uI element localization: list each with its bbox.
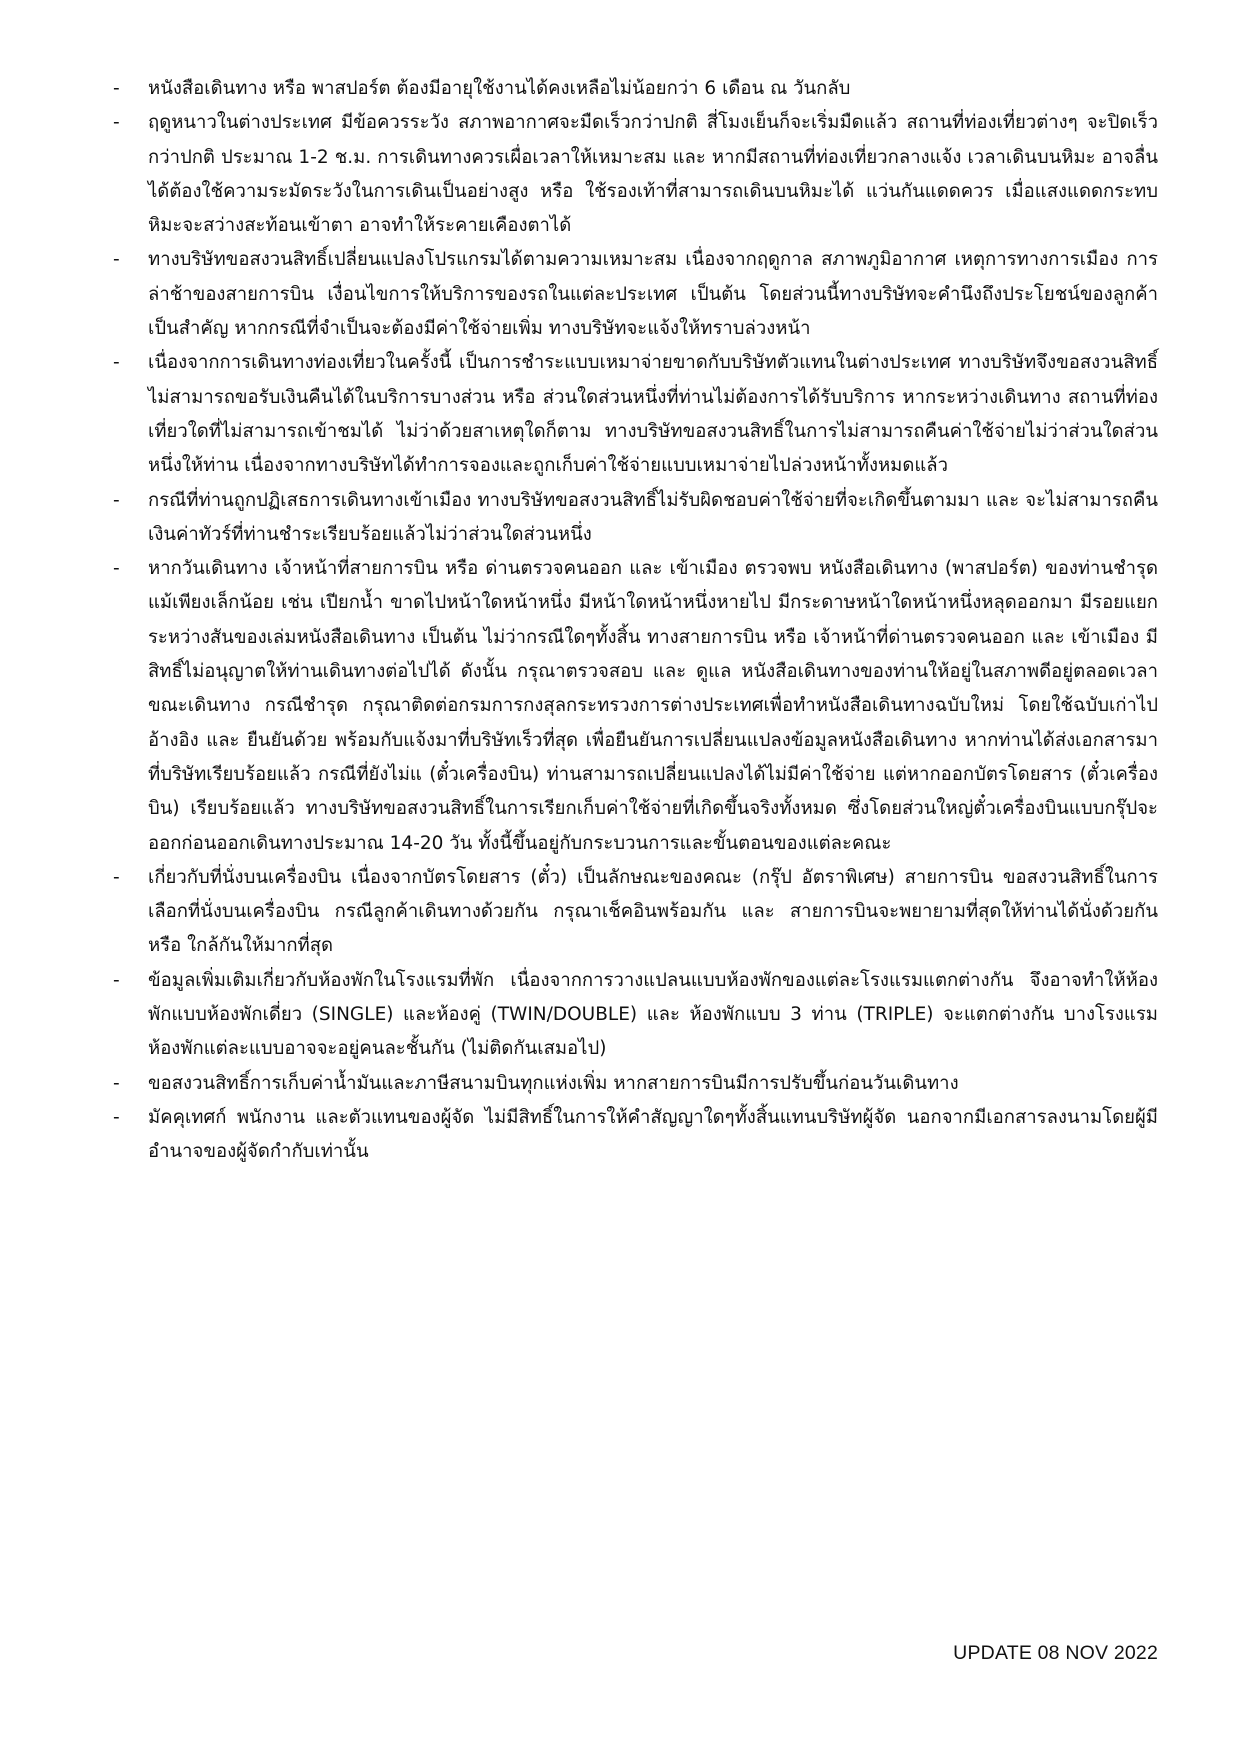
item-text: ทางบริษัทขอสงวนสิทธิ์เปลี่ยนแปลงโปรแกรมได้ตามความเหมาะสม เนื่องจากฤดูกาล สภาพภูมิอากาศ เหตุการทางการเมือง การล่าช้าของสายการบิน เงื่อนไขการให้บริการของรถในแต่ละประเทศ เป็นต้น โดยส่วนนี้ทางบริษัทจะคำนึงถึงประโยชน์ของลูกค้าเป็นสำคัญ หากกรณีที่จำเป็นจะต้องมีค่าใช้จ่ายเพิ่ม ทางบริษัทจะแจ้งให้ทราบล่วงหน้า bbox=[148, 249, 1158, 340]
list-item bbox=[113, 484, 1158, 553]
bullet-dash: - bbox=[113, 352, 120, 374]
list-item bbox=[113, 552, 1158, 861]
list-item bbox=[113, 243, 1158, 346]
item-text: กรณีที่ท่านถูกปฏิเสธการเดินทางเข้าเมือง ทางบริษัทขอสงวนสิทธิ์ไม่รับผิดชอบค่าใช้จ่ายที่จะเกิดขึ้นตามมา และ จะไม่สามารถคืนเงินค่าทัวร์ที่ท่านชำระเรียบร้อยแล้วไม่ว่าส่วนใดส่วนหนึ่ง bbox=[148, 489, 1158, 545]
item-text: เนื่องจากการเดินทางท่องเที่ยวในครั้งนี้ เป็นการชำระแบบเหมาจ่ายขาดกับบริษัทตัวแทนในต่างประเทศ ทางบริษัทจึงขอสงวนสิทธิ์ ไม่สามารถขอรับเงินคืนได้ในบริการบางส่วน หรือ ส่วนใดส่วนหนึ่งที่ท่านไม่ต้องการได้รับบริการ หากระหว่างเดินทาง สถานที่ท่องเที่ยวใดที่ไม่สามารถเข้าชมได้ ไม่ว่าด้วยสาเหตุใดก็ตาม ทางบริษัทขอสงวนสิทธิ์ในการไม่สามารถคืนค่าใช้จ่ายไม่ว่าส่วนใดส่วนหนึ่งให้ท่าน เนื่องจากทางบริษัทได้ทำการจองและถูกเก็บค่าใช้จ่ายแบบเหมาจ่ายไปล่วงหน้าทั้งหมดแล้ว bbox=[148, 352, 1158, 477]
list-item bbox=[113, 106, 1158, 243]
item-text: มัคคุเทศก์ พนักงาน และตัวแทนของผู้จัด ไม่มีสิทธิ์ในการให้คำสัญญาใดๆทั้งสิ้นแทนบริษัทผู้จัด นอกจากมีเอกสารลงนามโดยผู้มีอำนาจของผู้จัดกำกับเท่านั้น bbox=[148, 1106, 1158, 1163]
item-text: หนังสือเดินทาง หรือ พาสปอร์ต ต้องมีอายุใช้งานได้คงเหลือไม่น้อยกว่า 6 เดือน ณ วันกลับ bbox=[148, 78, 851, 99]
list-item bbox=[113, 1101, 1158, 1170]
list-item bbox=[113, 964, 1158, 1067]
bullet-dash: - bbox=[113, 866, 120, 888]
item-text: หากวันเดินทาง เจ้าหน้าที่สายการบิน หรือ ด่านตรวจคนออก และ เข้าเมือง ตรวจพบ หนังสือเดินทาง (พาสปอร์ต) ของท่านชำรุดแม้เพียงเล็กน้อย เช่น เปียกน้ำ ขาดไปหน้าใดหน้าหนึ่ง มีหน้าใดหน้าหนึ่งหายไป มีกระดาษหน้าใดหน้าหนึ่งหลุดออกมา มีรอยแยกระหว่างสันของเล่มหนังสือเดินทาง เป็นต้น ไม่ว่ากรณีใดๆทั้งสิ้น ทางสายการบิน หรือ เจ้าหน้าที่ด่านตรวจคนออก และ เข้าเมือง มีสิทธิ์ไม่อนุญาตให้ท่านเดินทางต่อไปได้ ดังนั้น กรุณาตรวจสอบ และ ดูแล หนังสือเดินทางของท่านให้อยู่ในสภาพดีอยู่ตลอดเวลา ขณะเดินทาง กรณีชำรุด กรุณาติดต่อกรมการกงสุลกระทรวงการต่างประเทศเพื่อทำหนังสือเดินทางฉบับใหม่ โดยใช้ฉบับเก่าไปอ้างอิง และ ยืนยันด้วย พร้อมกับแจ้งมาที่บริษัทเร็วที่สุด เพื่อยืนยันการเปลี่ยนแปลงข้อมูลหนังสือเดินทาง หากท่านได้ส่งเอกสารมาที่บริษัทเรียบร้อยแล้ว กรณีที่ยังไม่แ (ตั๋วเครื่องบิน) ท่านสามารถเปลี่ยนแปลงได้ไม่มีค่าใช้จ่าย แต่หากออกบัตรโดยสาร (ตั๋วเครื่องบิน) เรียบร้อยแล้ว ทางบริษัทขอสงวนสิทธิ์ในการเรียกเก็บค่าใช้จ่ายที่เกิดขึ้นจริงทั้งหมด ซึ่งโดยส่วนใหญ่ตั๋วเครื่องบินแบบกรุ๊ปจะออกก่อนออกเดินทางประมาณ 14-20 วัน ทั้งนี้ขึ้นอยู่กับกระบวนการและขั้นตอนของแต่ละคณะ bbox=[148, 558, 1158, 854]
item-text: เกี่ยวกับที่นั่งบนเครื่องบิน เนื่องจากบัตรโดยสาร (ตั๋ว) เป็นลักษณะของคณะ (กรุ๊ป อัตราพิเศษ) สายการบิน ขอสงวนสิทธิ์ในการเลือกที่นั่งบนเครื่องบิน กรณีลูกค้าเดินทางด้วยกัน กรุณาเช็คอินพร้อมกัน และ สายการบินจะพยายามที่สุดให้ท่านได้นั่งด้วยกัน หรือ ใกล้กันให้มากที่สุด bbox=[148, 866, 1158, 957]
bullet-dash: - bbox=[113, 969, 120, 991]
bullet-dash: - bbox=[113, 249, 120, 271]
item-text: ขอสงวนสิทธิ์การเก็บค่าน้ำมันและภาษีสนามบินทุกแห่งเพิ่ม หากสายการบินมีการปรับขึ้นก่อนวันเดินทาง bbox=[148, 1072, 959, 1094]
item-text: ข้อมูลเพิ่มเติมเกี่ยวกับห้องพักในโรงแรมที่พัก เนื่องจากการวางแปลนแบบห้องพักของแต่ละโรงแรมแตกต่างกัน จึงอาจทำให้ห้องพักแบบห้องพักเดี่ยว (SINGLE) และห้องคู่ (TWIN/DOUBLE) และ ห้องพักแบบ 3 ท่าน (TRIPLE) จะแตกต่างกัน บางโรงแรม ห้องพักแต่ละแบบอาจจะอยู่คนละชั้นกัน (ไม่ติดกันเสมอไป) bbox=[148, 969, 1158, 1060]
bullet-dash: - bbox=[113, 1072, 120, 1094]
bullet-dash: - bbox=[113, 558, 120, 580]
list-item bbox=[113, 72, 1158, 106]
bullet-dash: - bbox=[113, 1106, 120, 1128]
terms-list bbox=[113, 72, 1158, 1170]
item-text: ฤดูหนาวในต่างประเทศ มีข้อควรระวัง สภาพอากาศจะมืดเร็วกว่าปกติ สี่โมงเย็นก็จะเริ่มมืดแล้ว สถานที่ท่องเที่ยวต่างๆ จะปิดเร็วกว่าปกติ ประมาณ 1-2 ช.ม. การเดินทางควรเผื่อเวลาให้เหมาะสม และ หากมีสถานที่ท่องเที่ยวกลางแจ้ง เวลาเดินบนหิมะ อาจลื่นได้ต้องใช้ความระมัดระวังในการเดินเป็นอย่างสูง หรือ ใช้รองเท้าที่สามารถเดินบนหิมะได้ แว่นกันแดดควร เมื่อแสงแดดกระทบหิมะจะสว่างสะท้อนเข้าตา อาจทำให้ระคายเคืองตาได้ bbox=[148, 112, 1158, 237]
list-item bbox=[113, 346, 1158, 483]
bullet-dash: - bbox=[113, 112, 120, 134]
bullet-dash: - bbox=[113, 489, 120, 511]
bullet-dash: - bbox=[113, 78, 120, 99]
list-item bbox=[113, 861, 1158, 964]
list-item bbox=[113, 1067, 1158, 1101]
update-footer: UPDATE 08 NOV 2022 bbox=[953, 1642, 1158, 1664]
